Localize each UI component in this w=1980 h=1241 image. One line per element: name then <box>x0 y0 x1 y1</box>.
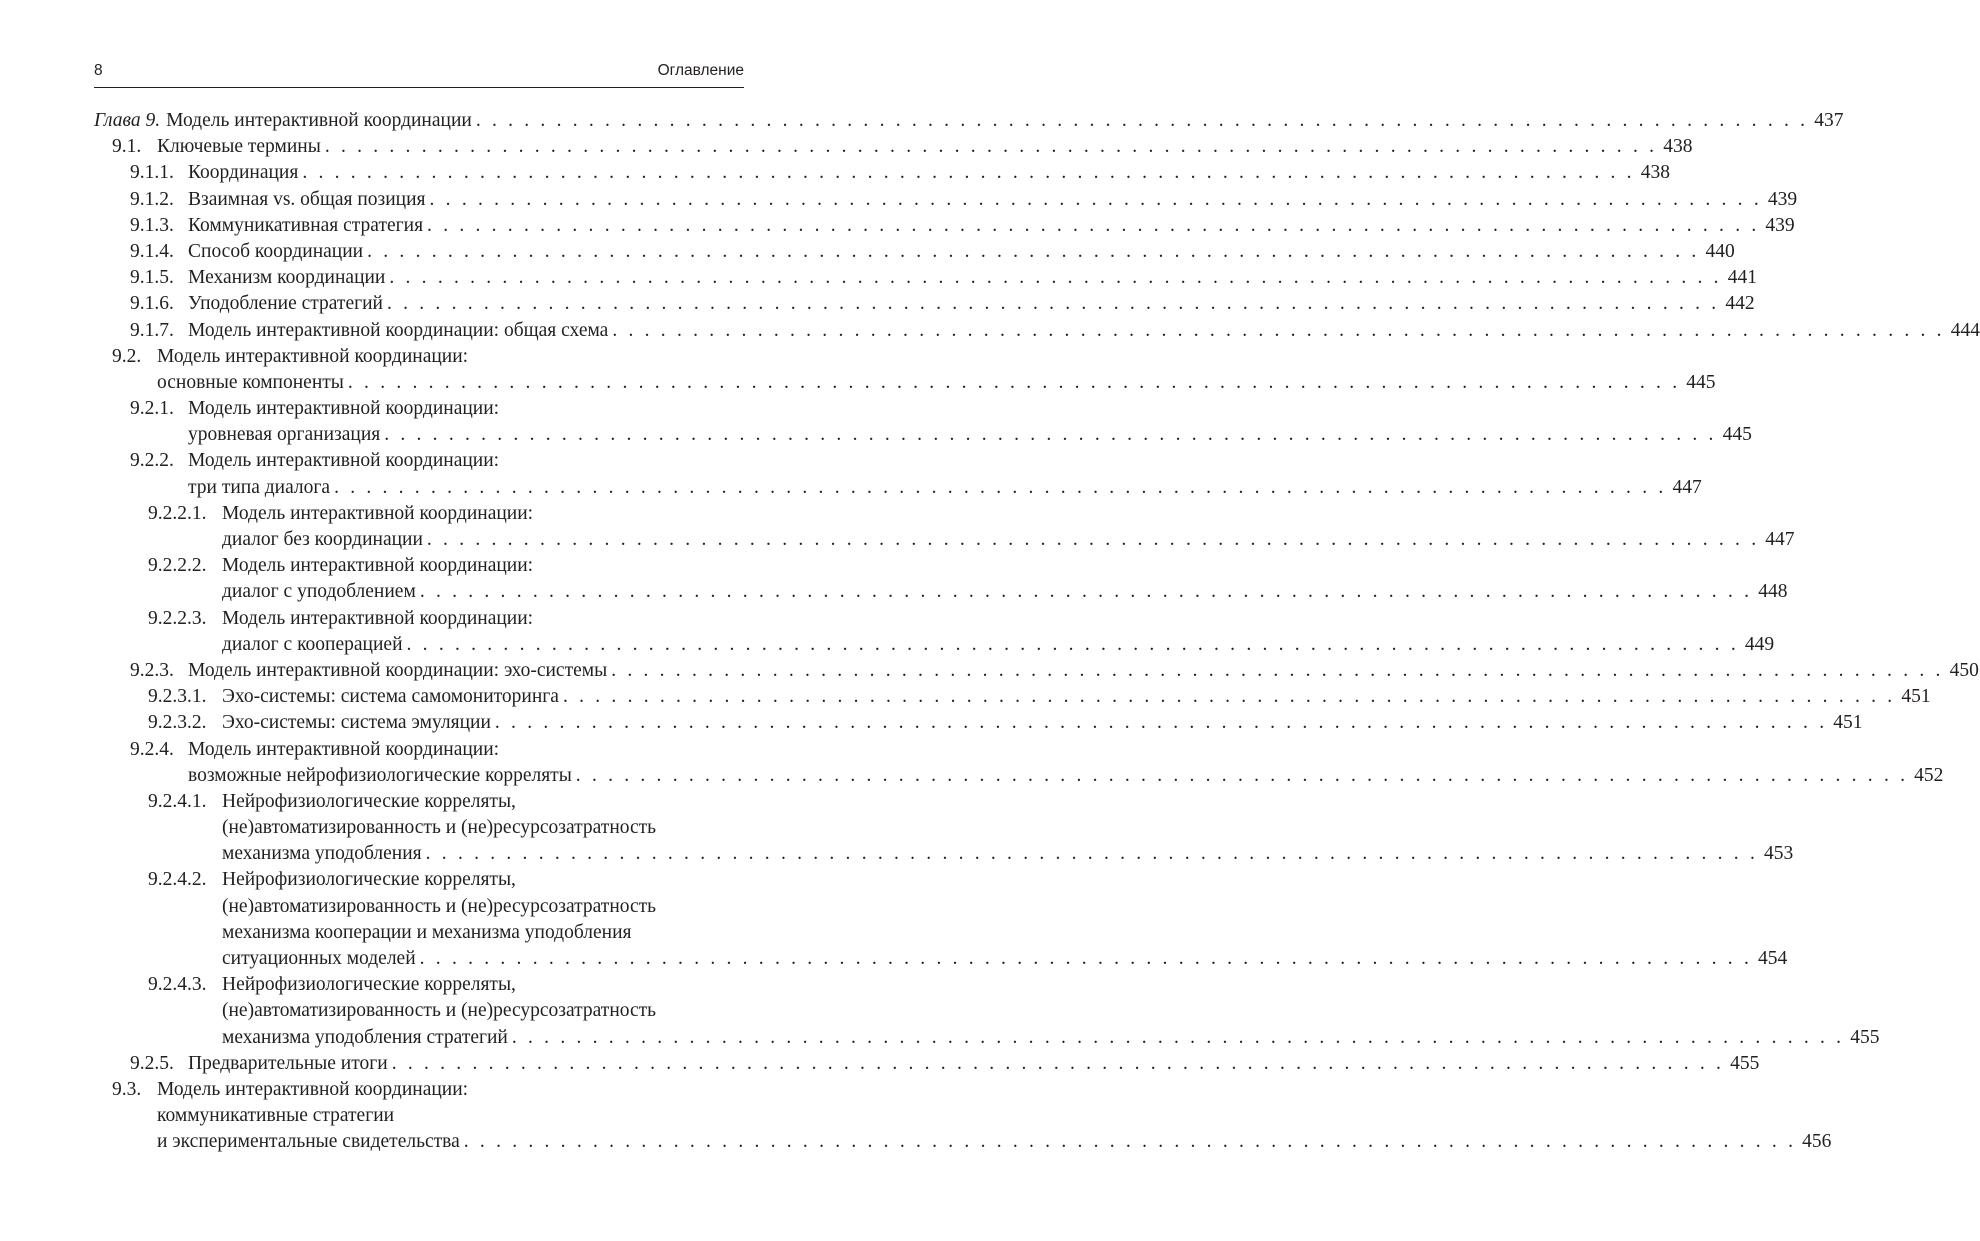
toc-line <box>130 475 1702 501</box>
toc-title: Нейрофизиологические корреляты, <box>222 974 516 996</box>
toc-entry[interactable] <box>94 239 1735 265</box>
toc-number: 9.2.3.2. <box>148 712 207 734</box>
toc-entry[interactable] <box>94 160 1670 186</box>
toc-line <box>130 763 1944 789</box>
toc-title: Предварительные итоги <box>188 1052 388 1074</box>
toc-page-number: 445 <box>1686 371 1716 393</box>
toc-line <box>148 501 744 527</box>
toc-line <box>130 239 1735 265</box>
toc-number: 9.2. <box>112 345 142 367</box>
toc-entry[interactable] <box>94 867 1788 972</box>
toc-entry[interactable] <box>94 606 1775 658</box>
toc-leader-dots <box>392 1051 1724 1077</box>
toc-leader-dots <box>302 160 1634 186</box>
toc-line <box>148 579 1788 605</box>
toc-title: Способ координации <box>188 240 364 262</box>
toc-page-number: 448 <box>1758 581 1788 603</box>
toc-line <box>130 1051 1760 1077</box>
toc-title: (не)автоматизированность и (не)ресурсозатратность <box>222 895 657 917</box>
toc-title: Механизм координации <box>188 267 386 289</box>
toc-line <box>148 972 744 998</box>
toc-entry[interactable] <box>94 396 1752 448</box>
toc-title: Модель интерактивной координации: общая схема <box>188 319 609 341</box>
toc-entry[interactable] <box>94 1051 1760 1077</box>
toc-number: 9.2.3. <box>130 659 174 681</box>
toc-number: 9.2.3.1. <box>148 686 207 708</box>
toc-page-number: 439 <box>1765 214 1795 236</box>
toc-entry[interactable] <box>94 658 1979 684</box>
toc-number: 9.1.4. <box>130 240 174 262</box>
toc-title: Уподобление стратегий <box>188 293 383 315</box>
toc-title: механизма уподобления <box>222 843 422 865</box>
toc-title: три типа диалога <box>188 476 331 498</box>
toc-title: коммуникативные стратегии <box>157 1105 395 1127</box>
toc-title: механизма кооперации и механизма уподобления <box>222 921 632 943</box>
toc-line <box>130 396 744 422</box>
toc-leader-dots <box>367 239 1699 265</box>
toc-leader-dots <box>325 134 1657 160</box>
toc-number: 9.3. <box>112 1078 142 1100</box>
toc-page-number: 444 <box>1950 319 1980 341</box>
toc-page-number: 454 <box>1758 948 1788 969</box>
toc-page-number: 455 <box>1730 1052 1760 1074</box>
toc-title: Модель интерактивной координации: <box>157 345 469 367</box>
toc-page-number: 437 <box>1814 110 1844 131</box>
toc-number: 9.1.2. <box>130 188 174 210</box>
toc-entry[interactable] <box>94 265 1757 291</box>
toc-leader-dots <box>512 1025 1844 1051</box>
toc-title: диалог с уподоблением <box>222 581 416 603</box>
toc-leader-dots <box>430 187 1762 213</box>
toc-line <box>148 894 744 920</box>
header-rule <box>94 87 744 88</box>
running-header <box>94 58 744 86</box>
toc-line <box>148 789 744 815</box>
toc-leader-dots <box>612 318 1944 344</box>
toc-title: ситуационных моделей <box>222 948 416 969</box>
toc-line <box>148 553 744 579</box>
toc-entry[interactable] <box>94 710 1863 736</box>
toc-line <box>130 658 1979 684</box>
toc-page-number: 449 <box>1744 633 1775 655</box>
toc-entry[interactable] <box>94 684 1931 710</box>
toc-line <box>130 422 1752 448</box>
toc-leader-dots <box>476 108 1808 134</box>
toc-page-number: 455 <box>1850 1026 1880 1048</box>
toc-line <box>112 1129 1832 1155</box>
toc-leader-dots <box>334 475 1666 501</box>
toc-number: 9.2.4. <box>130 738 174 760</box>
toc-line <box>130 160 1670 186</box>
toc-title: Эхо-системы: система эмуляции <box>222 712 491 734</box>
toc-title: Модель интерактивной координации: эхо-системы <box>188 659 608 681</box>
toc-leader-dots <box>495 710 1827 736</box>
toc-leader-dots <box>611 658 1943 684</box>
toc-title: диалог с кооперацией <box>222 633 403 655</box>
toc-entry[interactable] <box>94 553 1788 605</box>
toc-line <box>130 265 1757 291</box>
toc-title: диалог без координации <box>222 529 423 550</box>
toc-title: Координация <box>188 162 299 184</box>
toc-line <box>148 606 744 632</box>
toc-page-number: 451 <box>1901 686 1931 708</box>
toc-page-number: 450 <box>1949 659 1979 681</box>
toc-title: Ключевые термины <box>157 136 321 158</box>
toc-leader-dots <box>576 763 1908 789</box>
toc-title: основные компоненты <box>157 371 344 393</box>
toc-line <box>148 841 1794 867</box>
table-of-contents <box>94 108 1980 1156</box>
toc-number: 9.2.5. <box>130 1052 174 1074</box>
toc-line <box>112 1077 744 1103</box>
toc-number: 9.2.4.3. <box>148 974 207 996</box>
toc-title: Модель интерактивной координации: <box>222 502 534 524</box>
toc-entry[interactable] <box>94 448 1702 500</box>
toc-line <box>148 920 744 946</box>
toc-title: Эхо-системы: система самомониторинга <box>222 686 559 708</box>
toc-leader-dots <box>384 422 1716 448</box>
toc-number: 9.2.2. <box>130 450 174 472</box>
toc-line <box>112 134 1693 160</box>
toc-page-number: 438 <box>1640 162 1670 184</box>
toc-entry[interactable] <box>94 108 1844 134</box>
toc-leader-dots <box>420 946 1752 972</box>
toc-page-number: 445 <box>1722 424 1752 446</box>
toc-number: 9.1.5. <box>130 267 174 289</box>
toc-line <box>148 684 1931 710</box>
toc-title: (не)автоматизированность и (не)ресурсозатратность <box>222 1000 657 1022</box>
toc-line <box>94 108 1844 134</box>
page-number: 8 <box>94 62 103 79</box>
toc-title: Модель интерактивной координации: <box>222 607 534 629</box>
toc-title: Модель интерактивной координации <box>166 110 472 131</box>
toc-page-number: 441 <box>1727 267 1757 289</box>
toc-title: (не)автоматизированность и (не)ресурсозатратность <box>222 817 657 839</box>
toc-entry[interactable] <box>94 213 1795 239</box>
toc-entry[interactable] <box>94 318 1980 344</box>
toc-line <box>148 1025 1880 1051</box>
toc-title: Коммуникативная стратегия <box>188 214 424 236</box>
toc-leader-dots <box>464 1129 1796 1155</box>
toc-line <box>112 370 1716 396</box>
toc-page-number: 447 <box>1765 529 1795 550</box>
toc-entry[interactable] <box>94 291 1755 317</box>
toc-line <box>148 946 1788 972</box>
toc-leader-dots <box>348 370 1680 396</box>
toc-leader-dots <box>427 527 1759 553</box>
toc-title: Модель интерактивной координации: <box>188 398 500 420</box>
toc-line <box>148 632 1775 658</box>
toc-number: 9.2.2.2. <box>148 555 207 577</box>
toc-title: Нейрофизиологические корреляты, <box>222 869 516 891</box>
toc-leader-dots <box>420 579 1752 605</box>
toc-title: Модель интерактивной координации: <box>222 555 534 577</box>
toc-entry[interactable] <box>94 789 1794 868</box>
toc-line <box>112 1103 744 1129</box>
toc-title: Нейрофизиологические корреляты, <box>222 790 516 812</box>
toc-number: 9.2.4.2. <box>148 869 207 891</box>
toc-line <box>130 737 744 763</box>
toc-entry[interactable] <box>94 1077 1832 1156</box>
toc-title: уровневая организация <box>188 424 381 446</box>
toc-entry[interactable] <box>94 134 1693 160</box>
toc-number: 9.1.7. <box>130 319 174 341</box>
toc-page-number: 453 <box>1764 843 1794 865</box>
toc-number: 9.2.4.1. <box>148 790 207 812</box>
toc-title: Модель интерактивной координации: <box>157 1078 469 1100</box>
toc-entry[interactable] <box>94 187 1798 213</box>
toc-page-number: 447 <box>1672 476 1702 498</box>
toc-line <box>148 815 744 841</box>
toc-page-number: 452 <box>1914 764 1944 786</box>
toc-number: Глава 9. <box>94 110 161 131</box>
toc-number: 9.1. <box>112 136 142 158</box>
toc-number: 9.2.2.1. <box>148 502 207 524</box>
toc-title: Модель интерактивной координации: <box>188 738 500 760</box>
toc-line <box>148 527 1795 553</box>
toc-line <box>130 448 744 474</box>
toc-number: 9.1.1. <box>130 162 174 184</box>
toc-title: возможные нейрофизиологические корреляты <box>188 764 572 786</box>
toc-entry[interactable] <box>94 737 1944 789</box>
toc-line <box>148 998 744 1024</box>
toc-number: 9.1.3. <box>130 214 174 236</box>
toc-page-number: 451 <box>1833 712 1863 734</box>
toc-line <box>148 867 744 893</box>
toc-leader-dots <box>563 684 1895 710</box>
toc-leader-dots <box>407 632 1739 658</box>
toc-line <box>130 318 1980 344</box>
toc-title: Взаимная vs. общая позиция <box>188 188 426 210</box>
toc-page-number: 440 <box>1705 240 1735 262</box>
running-title: Оглавление <box>657 62 744 79</box>
toc-title: механизма уподобления стратегий <box>222 1026 508 1048</box>
toc-number: 9.2.1. <box>130 398 174 420</box>
toc-page-number: 439 <box>1767 188 1798 210</box>
toc-entry[interactable] <box>94 344 1716 396</box>
toc-leader-dots <box>387 291 1719 317</box>
toc-page-number: 442 <box>1725 293 1755 315</box>
toc-leader-dots <box>426 841 1758 867</box>
toc-line <box>130 187 1798 213</box>
toc-entry[interactable] <box>94 501 1795 553</box>
toc-line <box>130 213 1795 239</box>
toc-title: Модель интерактивной координации: <box>188 450 500 472</box>
toc-line <box>148 710 1863 736</box>
toc-page-number: 456 <box>1802 1131 1832 1153</box>
toc-line <box>112 344 744 370</box>
toc-leader-dots <box>389 265 1721 291</box>
toc-page-number: 438 <box>1663 136 1693 158</box>
toc-number: 9.2.2.3. <box>148 607 207 629</box>
toc-entry[interactable] <box>94 972 1880 1051</box>
toc-title: и экспериментальные свидетельства <box>157 1131 460 1153</box>
toc-leader-dots <box>427 213 1759 239</box>
toc-line <box>130 291 1755 317</box>
toc-number: 9.1.6. <box>130 293 174 315</box>
